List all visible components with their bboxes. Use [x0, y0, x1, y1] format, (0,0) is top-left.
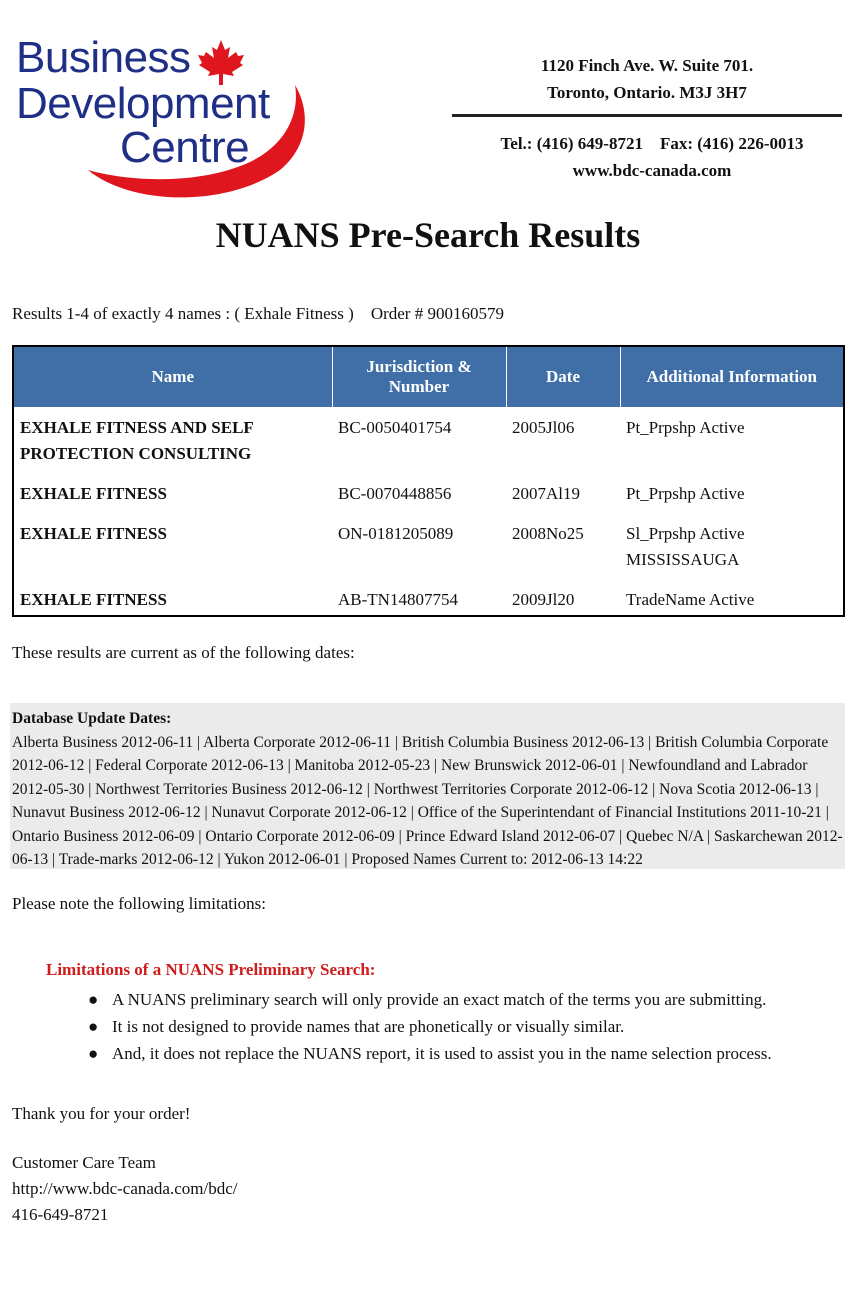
- database-update-heading: Database Update Dates:: [12, 710, 172, 727]
- results-table: [12, 345, 845, 617]
- logo-line-business: Business: [16, 33, 191, 82]
- page-title: NUANS Pre-Search Results: [215, 215, 641, 255]
- signature-block: [12, 1150, 238, 1228]
- fax: Fax: (416) 226-0013: [659, 134, 804, 153]
- address-block: [452, 52, 842, 106]
- column-header-additional-info: Additional Information: [620, 347, 843, 407]
- database-update-body: Alberta Business 2012-06-11 | Alberta Corporate 2012-06-11 | British Columbia Business 2012-06-13 | British Columbia Corporate 2012-06-12 | Federal Corporate 2012-06-13 | Manitoba 2012-05-23 | New Brunswick 2012-06-01 | Newfoundland and Labrador 2012-05-30 | Northwest Territories Business 2012-06-12 | Northwest Territories Corporate 2012-06-12 | Nova Scotia 2012-06-13 | Nunavut Business 2012-06-12 | Nunavut Corporate 2012-06-12 | Office of the Superintendant of Financial Institutions 2011-10-21 | Ontario Business 2012-06-09 | Ontario Corporate 2012-06-09 | Prince Edward Island 2012-06-07 | Quebec N/A | Saskarchewan 2012-06-13 | Trade-marks 2012-06-12 | Yukon 2012-06-01 | Proposed Names Current to: 2012-06-13 14:22: [12, 733, 843, 868]
- list-item: [88, 1013, 772, 1040]
- row-info-location: MISSISSAUGA: [626, 550, 740, 569]
- row-jurisdiction: AB-TN14807754: [338, 590, 458, 609]
- row-name: EXHALE FITNESS AND SELF PROTECTION CONSULTING: [20, 418, 254, 463]
- row-jurisdiction: BC-0070448856: [338, 484, 452, 503]
- column-header-jurisdiction: Jurisdiction & Number: [332, 347, 506, 407]
- address-line-1: 1120 Finch Ave. W. Suite 701.: [540, 56, 754, 75]
- row-info-status: Pt_Prpshp Active: [626, 484, 745, 503]
- bullet-icon: ●: [88, 990, 99, 1009]
- list-item: [88, 1040, 772, 1067]
- bullet-icon: ●: [88, 1044, 99, 1063]
- row-jurisdiction: ON-0181205089: [338, 524, 454, 543]
- logo-line-centre: Centre: [120, 123, 250, 172]
- limitations-list: [88, 986, 772, 1067]
- website: www.bdc-canada.com: [572, 161, 732, 180]
- limitation-text: A NUANS preliminary search will only provide an exact match of the terms you are submitting.: [112, 990, 767, 1009]
- column-header-date: Date: [506, 347, 620, 407]
- limitations-heading: Limitations of a NUANS Preliminary Search:: [46, 960, 376, 979]
- row-info: [620, 473, 843, 513]
- team-phone: 416-649-8721: [12, 1205, 109, 1224]
- row-date: 2009Jl20: [512, 590, 575, 609]
- address-divider: [452, 114, 842, 117]
- thank-you-note: Thank you for your order!: [12, 1104, 191, 1123]
- logo-line-development: Development: [16, 79, 270, 128]
- table-header-row: [14, 347, 843, 407]
- row-name: EXHALE FITNESS: [20, 484, 167, 503]
- limitation-text: It is not designed to provide names that are phonetically or visually similar.: [112, 1017, 625, 1036]
- telephone: Tel.: (416) 649-8721: [500, 134, 643, 153]
- contact-block: [452, 130, 852, 184]
- row-info: [620, 579, 843, 619]
- limitation-text: And, it does not replace the NUANS report, it is used to assist you in the name selection process.: [112, 1044, 772, 1063]
- table-row: [14, 513, 843, 579]
- row-date: 2008No25: [512, 524, 584, 543]
- row-info: [620, 513, 843, 579]
- row-date: 2005Jl06: [512, 418, 575, 437]
- bullet-icon: ●: [88, 1017, 99, 1036]
- row-name: EXHALE FITNESS: [20, 524, 167, 543]
- database-update-panel: [10, 703, 845, 869]
- row-name: EXHALE FITNESS: [20, 590, 167, 609]
- row-info-status: TradeName Active: [626, 590, 755, 609]
- column-header-name: Name: [14, 347, 332, 407]
- row-info-status: Sl_Prpshp Active: [626, 524, 745, 543]
- limitations-note: Please note the following limitations:: [12, 894, 267, 913]
- row-info-status: Pt_Prpshp Active: [626, 418, 745, 437]
- team-url-link[interactable]: http://www.bdc-canada.com/bdc/: [12, 1179, 238, 1198]
- row-jurisdiction: BC-0050401754: [338, 418, 452, 437]
- table-row: [14, 473, 843, 513]
- address-line-2: Toronto, Ontario. M3J 3H7: [547, 83, 747, 102]
- table-row: [14, 407, 843, 473]
- results-current-note: These results are current as of the following dates:: [12, 643, 355, 662]
- row-date: 2007Al19: [512, 484, 580, 503]
- list-item: [88, 986, 772, 1013]
- row-info: [620, 407, 843, 473]
- team-name: Customer Care Team: [12, 1153, 156, 1172]
- results-summary: Results 1-4 of exactly 4 names : ( Exhale Fitness ) Order # 900160579: [12, 304, 504, 323]
- table-row: [14, 579, 843, 619]
- bdc-logo: [10, 30, 310, 205]
